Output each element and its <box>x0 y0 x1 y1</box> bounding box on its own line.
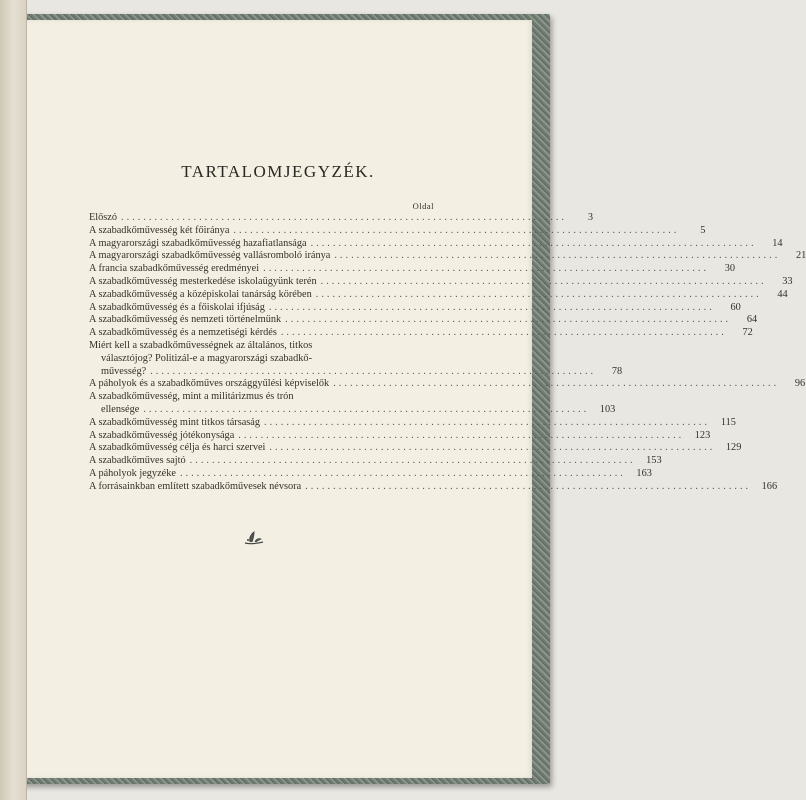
toc-entry-page: 72 <box>742 327 753 339</box>
toc-entry-title: Előszó <box>89 212 118 223</box>
dot-leader: ................................................................................ <box>310 237 757 249</box>
toc-entry <box>89 339 623 378</box>
toc-entry-title: A szabadkőműves sajtó <box>89 455 186 467</box>
dot-leader: ................................................................................ <box>280 327 727 339</box>
toc-entry-page: 78 <box>611 365 623 377</box>
dot-leader: ................................................................................ <box>285 314 732 326</box>
toc-entry-last-line <box>89 403 616 417</box>
toc-entry-title: A szabadkőművesség mesterkedése iskolaügyünk terén <box>89 275 317 287</box>
toc-entry-title: A szabadkőművesség és a nemzetiségi kérdés <box>89 327 277 339</box>
dot-leader: ................................................................................ <box>238 429 685 441</box>
toc-entry-page: 153 <box>646 455 662 467</box>
toc-entry-title: A páholyok és a szabadkőműves országgyűlési képviselők <box>89 378 330 390</box>
toc-entry-page: 33 <box>782 275 793 287</box>
toc-entry <box>89 327 753 340</box>
dot-leader: ................................................................................ <box>179 467 626 479</box>
dot-leader: ................................................................................ <box>264 416 710 428</box>
toc-entry-page: 5 <box>700 224 706 236</box>
dot-leader: ................................................................................ <box>233 224 680 236</box>
toc-entry-title: A magyarországi szabadkőművesség hazafiatlansága <box>89 237 307 249</box>
toc-entry <box>89 237 783 251</box>
toc-entry-title-cont: ellensége <box>101 403 140 415</box>
toc-entry-title: A szabadkőművesség és a főiskolai ifjúság <box>89 301 265 313</box>
dot-leader: ................................................................................ <box>189 455 636 467</box>
toc-entries-group <box>89 212 806 340</box>
toc-entry <box>89 224 706 238</box>
toc-entry-page: 96 <box>794 378 806 390</box>
table-of-contents <box>89 200 806 494</box>
toc-entry-title: A szabadkőművesség, mint a militárizmus és trón <box>89 391 294 403</box>
toc-entry-page: 129 <box>725 442 742 454</box>
dot-leader: ................................................................................ <box>333 378 780 390</box>
toc-entry-title: A szabadkőművesség jótékonysága <box>89 429 235 441</box>
toc-entry-page: 64 <box>746 314 758 326</box>
toc-entry <box>89 275 793 289</box>
toc-entry-page: 103 <box>599 403 616 415</box>
toc-entry-title: A szabadkőművesség a középiskolai tanárság körében <box>89 288 312 300</box>
dot-leader: ................................................................................ <box>268 301 715 313</box>
toc-entry-title: A páholyok jegyzéke <box>89 467 176 479</box>
toc-entry-title: A magyarországi szabadkőművesség vallásromboló iránya <box>89 250 331 262</box>
toc-entry-page: 60 <box>730 301 741 313</box>
page-column-label: Oldal <box>412 201 434 211</box>
dot-leader: ................................................................................ <box>320 275 767 287</box>
toc-entry-title: A szabadkőművesség két főiránya <box>89 224 230 236</box>
dot-leader: ................................................................................ <box>150 365 597 377</box>
toc-entry <box>89 378 806 391</box>
toc-entry-last-line <box>89 365 623 379</box>
toc-entry-title-cont: művesség? <box>101 365 147 377</box>
toc-entry <box>89 301 741 315</box>
toc-entry-title: Miért kell a szabadkőművességnek az általános, titkos <box>89 339 313 351</box>
toc-entry <box>89 212 593 225</box>
toc-entry-title-cont: választójog? Politizál-e a magyarországi szabadkő- <box>101 352 313 364</box>
dot-leader: ................................................................................ <box>305 480 752 492</box>
toc-entry <box>89 467 652 481</box>
toc-entry <box>89 416 736 430</box>
toc-entry <box>89 455 662 468</box>
toc-entry <box>89 442 742 455</box>
floral-ornament-icon <box>243 530 265 551</box>
toc-entry <box>89 480 778 494</box>
toc-entry-title: A szabadkőművesség és nemzeti történelmünk <box>89 314 282 326</box>
toc-entry <box>89 314 758 327</box>
toc-entry-page: 115 <box>720 416 736 428</box>
toc-entry <box>89 288 788 302</box>
dot-leader: ................................................................................ <box>121 212 567 223</box>
toc-entry <box>89 391 616 417</box>
dot-leader: ................................................................................ <box>315 288 762 300</box>
dot-leader: ................................................................................ <box>263 263 710 275</box>
toc-entry <box>89 263 736 276</box>
toc-entry <box>89 250 806 263</box>
toc-entry-page: 123 <box>694 429 711 441</box>
toc-entries-group <box>89 416 778 494</box>
toc-entry-page: 166 <box>761 480 778 492</box>
toc-entry-title: A francia szabadkőművesség eredményei <box>89 263 260 275</box>
toc-entry-page: 14 <box>772 237 783 249</box>
toc-entry-title: A szabadkőművesség célja és harci szervei <box>89 442 266 454</box>
toc-entry-page: 44 <box>777 288 788 300</box>
toc-entry-page: 163 <box>636 467 652 479</box>
dot-leader: ................................................................................ <box>269 442 716 454</box>
facing-page-edge <box>0 0 27 800</box>
page-title: TARTALOMJEGYZÉK. <box>181 162 375 181</box>
toc-entry-title: A szabadkőművesség mint titkos társaság <box>89 416 261 428</box>
dot-leader: ................................................................................ <box>143 403 590 415</box>
toc-entry-page: 21 <box>795 250 806 262</box>
toc-entry-page: 30 <box>724 263 736 275</box>
toc-entry <box>89 429 711 443</box>
toc-entry-page: 3 <box>587 212 593 223</box>
dot-leader: ................................................................................ <box>334 250 781 262</box>
toc-entry-title: A forrásainkban említett szabadkőművesek névsora <box>89 480 302 492</box>
